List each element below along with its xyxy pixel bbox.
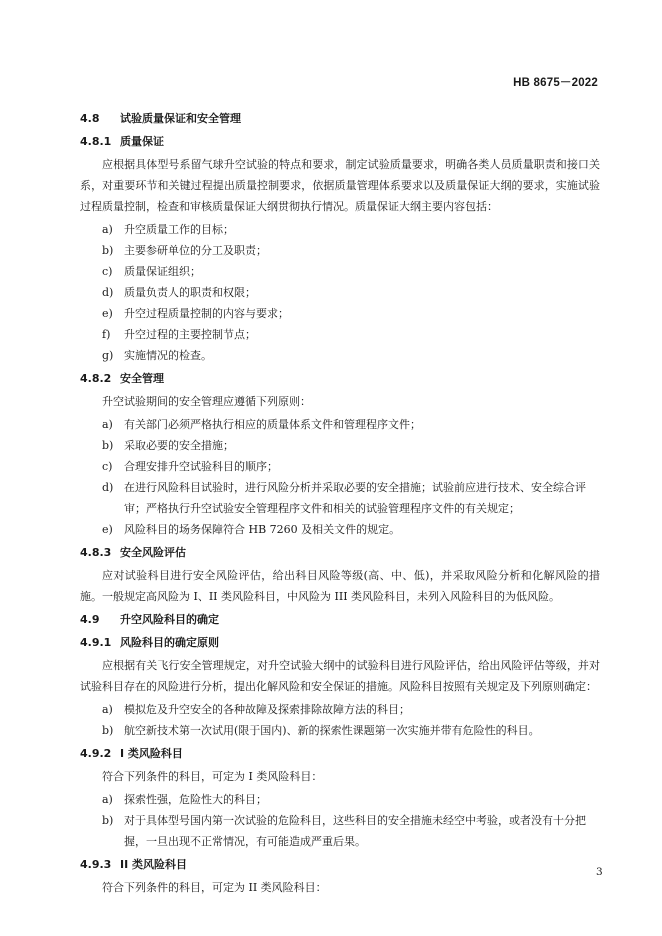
section-heading-4-8 bbox=[80, 108, 600, 129]
list-marker: b) bbox=[102, 724, 114, 737]
paragraph: 应根据有关飞行安全管理规定，对升空试验大纲中的试验科目进行风险评估，给出风险评估等级，并对试验科目存在的风险进行分析，提出化解风险和安全保证的措施。风险科目按照有关规定及下列原则确定： bbox=[80, 659, 600, 693]
section-number: 4.8 bbox=[80, 112, 100, 125]
list-item bbox=[80, 519, 600, 540]
list-text: 升空过程的主要控制节点； bbox=[124, 328, 256, 341]
list-text: 探索性强，危险性大的科目； bbox=[124, 793, 267, 806]
list-text: 合理安排升空试验科目的顺序； bbox=[124, 460, 278, 473]
list-item bbox=[80, 699, 600, 720]
list-marker: c) bbox=[102, 265, 113, 278]
list-marker: b) bbox=[102, 439, 114, 452]
section-number: 4.8.1 bbox=[80, 135, 112, 148]
list-text: 模拟危及升空安全的各种故障及探索排除故障方法的科目； bbox=[124, 703, 410, 716]
section-heading-4-9-3 bbox=[80, 854, 600, 875]
section-number: 4.8.3 bbox=[80, 546, 112, 559]
list-marker: a) bbox=[102, 793, 113, 806]
list-text: 航空新技术第一次试用(限于国内)、新的探索性课题第一次实施并带有危险性的科目。 bbox=[124, 724, 540, 737]
list-text: 质量保证组织； bbox=[124, 265, 201, 278]
section-heading-4-9-2 bbox=[80, 743, 600, 764]
list-marker: a) bbox=[102, 703, 113, 716]
list-4-9-1 bbox=[80, 699, 600, 741]
list-item bbox=[80, 414, 600, 435]
section-heading-4-8-3 bbox=[80, 542, 600, 563]
page-content bbox=[80, 108, 600, 900]
section-heading-4-9-1 bbox=[80, 632, 600, 653]
list-text: 风险科目的场务保障符合 HB 7260 及相关文件的规定。 bbox=[124, 523, 401, 536]
list-item bbox=[80, 789, 600, 810]
paragraph: 升空试验期间的安全管理应遵循下列原则： bbox=[102, 395, 311, 408]
list-4-8-1 bbox=[80, 219, 600, 366]
section-title: 风险科目的确定原则 bbox=[120, 636, 219, 649]
section-title: 安全风险评估 bbox=[120, 546, 186, 559]
list-marker: f) bbox=[102, 328, 111, 341]
list-text: 实施情况的检查。 bbox=[124, 349, 212, 362]
section-heading-4-8-2 bbox=[80, 368, 600, 389]
section-number: 4.9.2 bbox=[80, 747, 112, 760]
list-marker: a) bbox=[102, 223, 113, 236]
list-item bbox=[80, 303, 600, 324]
list-text: 质量负责人的职责和权限； bbox=[124, 286, 256, 299]
list-item bbox=[80, 456, 600, 477]
document-header-id: HB 8675－2022 bbox=[513, 77, 598, 89]
list-text: 主要参研单位的分工及职责； bbox=[124, 244, 267, 257]
list-4-8-2 bbox=[80, 414, 600, 540]
section-number: 4.8.2 bbox=[80, 372, 112, 385]
list-marker: e) bbox=[102, 523, 113, 536]
paragraph: 应对试验科目进行安全风险评估，给出科目风险等级(高、中、低)，并采取风险分析和化解风险的措施。一般规定高风险为 I、II 类风险科目，中风险为 III 类风险科目，未列入风险科目的为低风险。 bbox=[80, 569, 600, 603]
section-number: 4.9.1 bbox=[80, 636, 112, 649]
page-number: 3 bbox=[596, 866, 603, 878]
list-text: 升空过程质量控制的内容与要求； bbox=[124, 307, 289, 320]
list-item bbox=[80, 477, 600, 519]
section-title: 升空风险科目的确定 bbox=[120, 613, 219, 626]
paragraph: 符合下列条件的科目，可定为 II 类风险科目： bbox=[102, 881, 327, 894]
section-number: 4.9.3 bbox=[80, 858, 112, 871]
list-text: 采取必要的安全措施； bbox=[124, 439, 234, 452]
list-text: 对于具体型号国内第一次试验的危险科目，这些科目的安全措施未经空中考验，或者没有十分把握，一旦出现不正常情况，有可能造成严重后果。 bbox=[124, 814, 586, 848]
list-marker: b) bbox=[102, 244, 114, 257]
list-marker: d) bbox=[102, 286, 114, 299]
section-heading-4-9 bbox=[80, 609, 600, 630]
list-text: 有关部门必须严格执行相应的质量体系文件和管理程序文件； bbox=[124, 418, 421, 431]
list-item bbox=[80, 324, 600, 345]
list-text: 升空质量工作的目标； bbox=[124, 223, 234, 236]
section-number: 4.9 bbox=[80, 613, 100, 626]
list-item bbox=[80, 282, 600, 303]
list-item bbox=[80, 720, 600, 741]
section-heading-4-8-1 bbox=[80, 131, 600, 152]
list-marker: g) bbox=[102, 349, 114, 362]
paragraph: 应根据具体型号系留气球升空试验的特点和要求，制定试验质量要求，明确各类人员质量职责和接口关系，对重要环节和关键过程提出质量控制要求，依据质量管理体系要求以及质量保证大纲的要求，实施试验过程质量控制，检查和审核质量保证大纲贯彻执行情况。质量保证大纲主要内容包括： bbox=[80, 158, 600, 213]
paragraph: 符合下列条件的科目，可定为 I 类风险科目： bbox=[102, 770, 323, 783]
list-item bbox=[80, 261, 600, 282]
list-marker: a) bbox=[102, 418, 113, 431]
section-title: I 类风险科目 bbox=[120, 747, 183, 760]
list-marker: e) bbox=[102, 307, 113, 320]
section-title: II 类风险科目 bbox=[120, 858, 188, 871]
list-item bbox=[80, 240, 600, 261]
list-text: 在进行风险科目试验时，进行风险分析并采取必要的安全措施；试验前应进行技术、安全综合评审；严格执行升空试验安全管理程序文件和相关的试验管理程序文件的有关规定； bbox=[124, 481, 586, 515]
list-marker: d) bbox=[102, 481, 114, 494]
section-title: 安全管理 bbox=[120, 372, 164, 385]
list-item bbox=[80, 219, 600, 240]
list-marker: c) bbox=[102, 460, 113, 473]
list-4-9-2 bbox=[80, 789, 600, 852]
list-item bbox=[80, 435, 600, 456]
list-item bbox=[80, 810, 600, 852]
list-item bbox=[80, 345, 600, 366]
section-title: 试验质量保证和安全管理 bbox=[120, 112, 241, 125]
section-title: 质量保证 bbox=[120, 135, 164, 148]
list-marker: b) bbox=[102, 814, 114, 827]
